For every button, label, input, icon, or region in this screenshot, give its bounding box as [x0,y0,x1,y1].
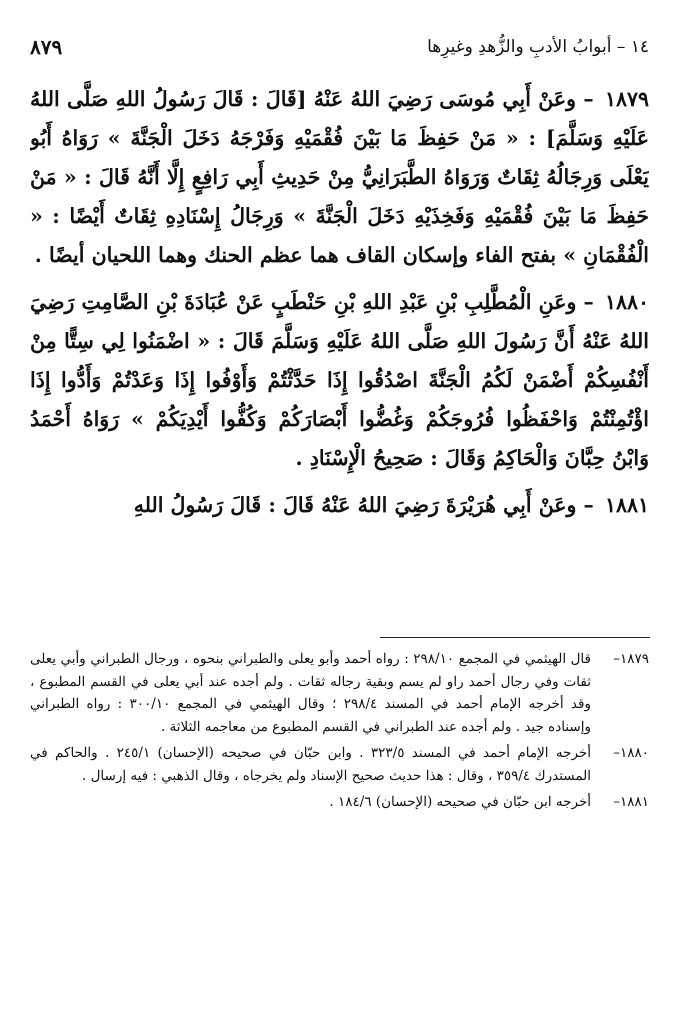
hadith-1879 [30,80,649,275]
footnote-number: ١٨٨١– [613,794,649,810]
footnote-text: أخرجه ابن حبّان في صحيحه (الإحسان) ١٨٤/٦ . [329,794,591,810]
hadith-1881 [30,486,649,525]
footnote-divider [380,637,650,638]
footnote-number: ١٨٨٠– [613,745,649,761]
footnote-text: أخرجه الإمام أحمد في المسند ٣٢٣/٥ . وابن حبّان في صحيحه (الإحسان) ٢٤٥/١ . والحاكم في المستدرك ٣٥٩/٤ ، وقال : هذا حديث صحيح الإسناد ولم يخرجاه ، وقال الذهبي : فيه إرسال . [30,745,591,784]
main-text [30,80,649,635]
footnote-text: قال الهيثمي في المجمع ٢٩٨/١٠ : رواه أحمد وأبو يعلى والطبراني بنحوه ، ورجال الطبراني وأبي يعلى ثقات وفي رجال أحمد راو لم يسم وبقية رجاله ثقات . ولم أجده عند أبي يعلى في القسم المطبوع ، وقد أخرجه الإمام أحمد في المسند ٢٩٨/٤ ؛ وقال الهيثمي في المجمع ٣٠٠/١٠ : رواه الطبراني وإسناده جيد . ولم أجده عند الطبراني في القسم المطبوع من معاجمه الثلاثة . [30,651,591,735]
hadith-text: – وعَنْ أَبِي مُوسَى رَضِيَ اللهُ عَنْهُ [قَالَ : قَالَ رَسُولُ اللهِ صَلَّى اللهُ عَلَيْهِ وَسَلَّمَ] : « مَنْ حَفِظَ مَا بَيْنَ فُقْمَيْهِ وَفَرْجَهُ دَخَلَ الْجَنَّةَ » رَوَاهُ أَبُو يَعْلَى وَرِجَالُهُ ثِقَاتٌ وَرَوَاهُ الطَّبَرَانِيُّ مِنْ حَدِيثِ أَبِي رَافِعٍ إِلَّا أَنَّهُ قَالَ : « مَنْ حَفِظَ مَا بَيْنَ فُقْمَيْهِ وَفَخِذَيْهِ دَخَلَ الْجَنَّةَ » وَرِجَالُ إِسْنَادِهِ ثِقَاتٌ أَيْضًا : « الْفُقْمَانِ » بفتح الفاء وإسكان القاف هما عظم الحنك وهما اللحيان أيضًا . [30,87,649,267]
page-number: ٨٧٩ [30,35,63,59]
hadith-1880 [30,283,649,478]
footnote-1881 [30,791,649,814]
hadith-number: ١٨٨٠ [604,290,649,314]
running-title: ١٤ – أبوابُ الأدبِ والزُّهدِ وغيرِها [427,37,649,57]
hadith-text: – وعَنْ أَبِي هُرَيْرَةَ رَضِيَ اللهُ عَنْهُ قَالَ : قَالَ رَسُولُ اللهِ [133,493,594,517]
hadith-number: ١٨٧٩ [604,87,649,111]
footnote-number: ١٨٧٩– [613,651,649,667]
footnote-1880 [30,742,649,787]
page-header [30,30,649,64]
hadith-number: ١٨٨١ [604,493,649,517]
footnote-1879 [30,648,649,738]
footnotes [30,648,649,898]
hadith-text: – وعَنِ الْمُطَّلِبِ بْنِ عَبْدِ اللهِ بْنِ حَنْطَبٍ عَنْ عُبَادَةَ بْنِ الصَّامِتِ رَضِيَ اللهُ عَنْهُ أَنَّ رَسُولَ اللهِ صَلَّى اللهُ عَلَيْهِ وَسَلَّمَ قَالَ : « اضْمَنُوا لِي سِتًّا مِنْ أَنْفُسِكُمْ أَضْمَنْ لَكُمُ الْجَنَّةَ اصْدُقُوا إِذَا حَدَّثْتُمْ وَأَوْفُوا إِذَا وَعَدْتُمْ وَأَدُّوا إِذَا اؤْتُمِنْتُمْ وَاحْفَظُوا فُرُوجَكُمْ وَغُضُّوا أَبْصَارَكُمْ وَكُفُّوا أَيْدِيَكُمْ » رَوَاهُ أَحْمَدُ وَابْنُ حِبَّانَ وَالْحَاكِمُ وَقَالَ : صَحِيحُ الْإِسْنَادِ . [30,290,649,470]
